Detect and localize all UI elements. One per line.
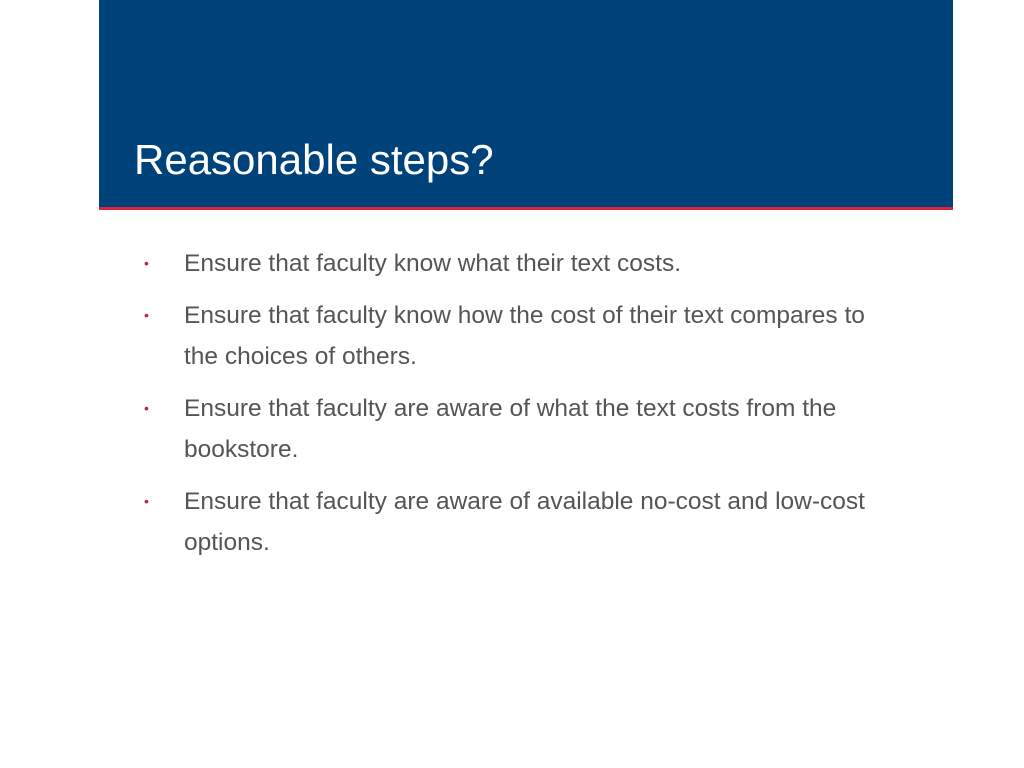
bullet-item — [138, 243, 898, 284]
bullet-dot-icon: • — [144, 493, 149, 509]
bullet-dot-icon: • — [144, 255, 149, 271]
bullet-text: Ensure that faculty are aware of available no-cost and low-cost options. — [184, 488, 865, 556]
bullet-item — [138, 388, 898, 470]
bullet-item — [138, 295, 898, 377]
bullet-dot-icon: • — [144, 307, 149, 323]
bullet-text: Ensure that faculty know what their text costs. — [184, 250, 682, 277]
bullet-text: Ensure that faculty know how the cost of their text compares to the choices of others. — [184, 302, 865, 370]
accent-rule — [99, 207, 953, 210]
bullet-list — [138, 243, 898, 574]
bullet-text: Ensure that faculty are aware of what the text costs from the bookstore. — [184, 395, 837, 463]
bullet-dot-icon: • — [144, 400, 149, 416]
slide-title: Reasonable steps? — [134, 136, 494, 183]
bullet-item — [138, 481, 898, 563]
